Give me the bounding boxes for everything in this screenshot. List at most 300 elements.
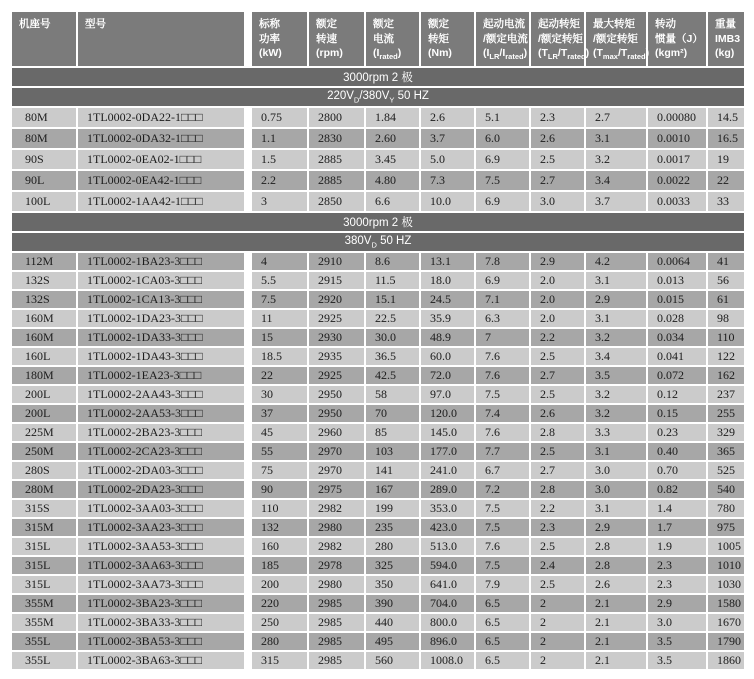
cell-model: 1TL0002-1DA23-3□□□ bbox=[77, 309, 245, 328]
cell-power: 75 bbox=[251, 461, 308, 480]
cell-ilr-ratio: 7.1 bbox=[475, 290, 530, 309]
spec-row bbox=[11, 170, 745, 191]
cell-weight: 1860 bbox=[707, 651, 745, 670]
column-header-model: 型号 bbox=[77, 11, 245, 67]
cell-tmax-ratio: 3.1 bbox=[585, 309, 647, 328]
cell-speed: 2985 bbox=[308, 594, 365, 613]
cell-tmax-ratio: 3.2 bbox=[585, 385, 647, 404]
cell-tmax-ratio: 3.1 bbox=[585, 128, 647, 149]
cell-speed: 2950 bbox=[308, 385, 365, 404]
cell-speed: 2960 bbox=[308, 423, 365, 442]
cell-model: 1TL0002-3BA23-3□□□ bbox=[77, 594, 245, 613]
spec-row bbox=[11, 385, 745, 404]
cell-weight: 98 bbox=[707, 309, 745, 328]
section-voltage-bar-row bbox=[11, 232, 745, 252]
cell-power: 160 bbox=[251, 537, 308, 556]
cell-ilr-ratio: 6.5 bbox=[475, 632, 530, 651]
cell-power: 280 bbox=[251, 632, 308, 651]
cell-tmax-ratio: 3.2 bbox=[585, 328, 647, 347]
cell-model: 1TL0002-0EA02-1□□□ bbox=[77, 149, 245, 170]
cell-tlr-ratio: 2 bbox=[530, 651, 585, 670]
spec-row bbox=[11, 575, 745, 594]
column-header-torque: 额定 转矩 (Nm) bbox=[420, 11, 475, 67]
cell-ilr-ratio: 7.5 bbox=[475, 499, 530, 518]
cell-power: 90 bbox=[251, 480, 308, 499]
cell-torque: 97.0 bbox=[420, 385, 475, 404]
cell-model: 1TL0002-0DA22-1□□□ bbox=[77, 107, 245, 128]
cell-ilr-ratio: 6.5 bbox=[475, 651, 530, 670]
cell-speed: 2975 bbox=[308, 480, 365, 499]
cell-torque: 177.0 bbox=[420, 442, 475, 461]
cell-model: 1TL0002-1AA42-1□□□ bbox=[77, 191, 245, 212]
cell-inertia: 0.40 bbox=[647, 442, 707, 461]
spec-row bbox=[11, 594, 745, 613]
cell-model: 1TL0002-2AA43-3□□□ bbox=[77, 385, 245, 404]
cell-tmax-ratio: 3.1 bbox=[585, 271, 647, 290]
cell-tlr-ratio: 2 bbox=[530, 632, 585, 651]
cell-inertia: 0.82 bbox=[647, 480, 707, 499]
cell-current: 42.5 bbox=[365, 366, 420, 385]
cell-frame: 280S bbox=[11, 461, 77, 480]
cell-power: 315 bbox=[251, 651, 308, 670]
cell-model: 1TL0002-3AA63-3□□□ bbox=[77, 556, 245, 575]
cell-weight: 1790 bbox=[707, 632, 745, 651]
cell-frame: 280M bbox=[11, 480, 77, 499]
cell-frame: 315S bbox=[11, 499, 77, 518]
cell-frame: 315L bbox=[11, 537, 77, 556]
spec-row bbox=[11, 347, 745, 366]
cell-frame: 315L bbox=[11, 556, 77, 575]
cell-ilr-ratio: 7.8 bbox=[475, 252, 530, 271]
cell-frame: 355M bbox=[11, 594, 77, 613]
cell-speed: 2930 bbox=[308, 328, 365, 347]
section-speed-bar-row bbox=[11, 212, 745, 232]
cell-inertia: 0.015 bbox=[647, 290, 707, 309]
cell-tmax-ratio: 2.1 bbox=[585, 613, 647, 632]
cell-weight: 61 bbox=[707, 290, 745, 309]
cell-power: 7.5 bbox=[251, 290, 308, 309]
cell-current: 58 bbox=[365, 385, 420, 404]
cell-weight: 110 bbox=[707, 328, 745, 347]
cell-frame: 180M bbox=[11, 366, 77, 385]
cell-tlr-ratio: 2.7 bbox=[530, 170, 585, 191]
cell-ilr-ratio: 7.5 bbox=[475, 518, 530, 537]
cell-torque: 896.0 bbox=[420, 632, 475, 651]
cell-current: 30.0 bbox=[365, 328, 420, 347]
cell-inertia: 0.70 bbox=[647, 461, 707, 480]
cell-torque: 35.9 bbox=[420, 309, 475, 328]
cell-speed: 2985 bbox=[308, 632, 365, 651]
cell-current: 325 bbox=[365, 556, 420, 575]
cell-weight: 1580 bbox=[707, 594, 745, 613]
cell-weight: 255 bbox=[707, 404, 745, 423]
cell-current: 22.5 bbox=[365, 309, 420, 328]
cell-ilr-ratio: 6.3 bbox=[475, 309, 530, 328]
cell-torque: 289.0 bbox=[420, 480, 475, 499]
cell-tlr-ratio: 2.8 bbox=[530, 423, 585, 442]
cell-weight: 237 bbox=[707, 385, 745, 404]
cell-weight: 365 bbox=[707, 442, 745, 461]
cell-inertia: 2.9 bbox=[647, 594, 707, 613]
cell-frame: 200L bbox=[11, 385, 77, 404]
cell-tmax-ratio: 2.1 bbox=[585, 632, 647, 651]
spec-row bbox=[11, 149, 745, 170]
cell-ilr-ratio: 7.6 bbox=[475, 537, 530, 556]
cell-current: 141 bbox=[365, 461, 420, 480]
cell-speed: 2885 bbox=[308, 170, 365, 191]
cell-tlr-ratio: 2.6 bbox=[530, 404, 585, 423]
cell-torque: 594.0 bbox=[420, 556, 475, 575]
cell-inertia: 1.7 bbox=[647, 518, 707, 537]
cell-frame: 90S bbox=[11, 149, 77, 170]
cell-model: 1TL0002-0DA32-1□□□ bbox=[77, 128, 245, 149]
cell-model: 1TL0002-3BA63-3□□□ bbox=[77, 651, 245, 670]
cell-tmax-ratio: 2.7 bbox=[585, 107, 647, 128]
cell-tlr-ratio: 2.5 bbox=[530, 537, 585, 556]
cell-current: 4.80 bbox=[365, 170, 420, 191]
cell-ilr-ratio: 6.7 bbox=[475, 461, 530, 480]
cell-torque: 18.0 bbox=[420, 271, 475, 290]
spec-row bbox=[11, 480, 745, 499]
cell-tmax-ratio: 3.1 bbox=[585, 499, 647, 518]
cell-torque: 3.7 bbox=[420, 128, 475, 149]
cell-current: 70 bbox=[365, 404, 420, 423]
cell-power: 1.1 bbox=[251, 128, 308, 149]
cell-ilr-ratio: 7.6 bbox=[475, 347, 530, 366]
cell-weight: 33 bbox=[707, 191, 745, 212]
cell-model: 1TL0002-3BA53-3□□□ bbox=[77, 632, 245, 651]
column-header-current: 额定 电流 $(I_{rated})$ bbox=[365, 11, 420, 67]
cell-power: 15 bbox=[251, 328, 308, 347]
cell-tmax-ratio: 2.6 bbox=[585, 575, 647, 594]
cell-power: 45 bbox=[251, 423, 308, 442]
cell-frame: 80M bbox=[11, 128, 77, 149]
cell-torque: 2.6 bbox=[420, 107, 475, 128]
cell-current: 1.84 bbox=[365, 107, 420, 128]
cell-current: 8.6 bbox=[365, 252, 420, 271]
cell-speed: 2915 bbox=[308, 271, 365, 290]
cell-model: 1TL0002-1BA23-3□□□ bbox=[77, 252, 245, 271]
spec-row bbox=[11, 271, 745, 290]
cell-power: 250 bbox=[251, 613, 308, 632]
cell-power: 185 bbox=[251, 556, 308, 575]
cell-model: 1TL0002-3AA23-3□□□ bbox=[77, 518, 245, 537]
cell-tmax-ratio: 3.5 bbox=[585, 366, 647, 385]
cell-current: 350 bbox=[365, 575, 420, 594]
cell-ilr-ratio: 7.4 bbox=[475, 404, 530, 423]
cell-speed: 2950 bbox=[308, 404, 365, 423]
cell-tmax-ratio: 3.3 bbox=[585, 423, 647, 442]
cell-torque: 145.0 bbox=[420, 423, 475, 442]
cell-weight: 525 bbox=[707, 461, 745, 480]
cell-speed: 2920 bbox=[308, 290, 365, 309]
cell-current: 440 bbox=[365, 613, 420, 632]
cell-tlr-ratio: 2.2 bbox=[530, 328, 585, 347]
spec-row bbox=[11, 290, 745, 309]
cell-tmax-ratio: 3.4 bbox=[585, 347, 647, 366]
cell-torque: 10.0 bbox=[420, 191, 475, 212]
spec-row bbox=[11, 128, 745, 149]
cell-torque: 641.0 bbox=[420, 575, 475, 594]
cell-power: 30 bbox=[251, 385, 308, 404]
cell-tlr-ratio: 3.0 bbox=[530, 191, 585, 212]
cell-ilr-ratio: 7 bbox=[475, 328, 530, 347]
spec-row bbox=[11, 252, 745, 271]
cell-frame: 160L bbox=[11, 347, 77, 366]
cell-power: 2.2 bbox=[251, 170, 308, 191]
cell-speed: 2925 bbox=[308, 309, 365, 328]
spec-row bbox=[11, 107, 745, 128]
cell-speed: 2978 bbox=[308, 556, 365, 575]
table-body bbox=[11, 67, 745, 670]
spec-row bbox=[11, 651, 745, 670]
cell-power: 0.75 bbox=[251, 107, 308, 128]
cell-speed: 2985 bbox=[308, 651, 365, 670]
cell-torque: 423.0 bbox=[420, 518, 475, 537]
cell-inertia: 0.15 bbox=[647, 404, 707, 423]
cell-inertia: 3.5 bbox=[647, 651, 707, 670]
cell-frame: 355M bbox=[11, 613, 77, 632]
cell-tlr-ratio: 2.0 bbox=[530, 290, 585, 309]
cell-power: 3 bbox=[251, 191, 308, 212]
cell-inertia: 2.3 bbox=[647, 575, 707, 594]
cell-current: 15.1 bbox=[365, 290, 420, 309]
cell-current: 103 bbox=[365, 442, 420, 461]
cell-weight: 1005 bbox=[707, 537, 745, 556]
cell-inertia: 3.0 bbox=[647, 613, 707, 632]
cell-power: 110 bbox=[251, 499, 308, 518]
cell-weight: 1030 bbox=[707, 575, 745, 594]
cell-frame: 112M bbox=[11, 252, 77, 271]
cell-current: 199 bbox=[365, 499, 420, 518]
cell-current: 85 bbox=[365, 423, 420, 442]
cell-weight: 1670 bbox=[707, 613, 745, 632]
cell-inertia: 1.9 bbox=[647, 537, 707, 556]
cell-inertia: 1.4 bbox=[647, 499, 707, 518]
cell-tmax-ratio: 3.7 bbox=[585, 191, 647, 212]
cell-current: 2.60 bbox=[365, 128, 420, 149]
spec-row bbox=[11, 461, 745, 480]
cell-speed: 2925 bbox=[308, 366, 365, 385]
cell-ilr-ratio: 7.9 bbox=[475, 575, 530, 594]
cell-model: 1TL0002-1CA03-3□□□ bbox=[77, 271, 245, 290]
cell-tlr-ratio: 2.4 bbox=[530, 556, 585, 575]
cell-model: 1TL0002-3AA03-3□□□ bbox=[77, 499, 245, 518]
cell-torque: 24.5 bbox=[420, 290, 475, 309]
cell-power: 5.5 bbox=[251, 271, 308, 290]
section-speed-bar: 3000rpm 2 极 bbox=[11, 67, 745, 87]
cell-speed: 2800 bbox=[308, 107, 365, 128]
cell-speed: 2970 bbox=[308, 461, 365, 480]
table-header-row bbox=[11, 11, 745, 67]
cell-speed: 2982 bbox=[308, 537, 365, 556]
cell-current: 235 bbox=[365, 518, 420, 537]
cell-inertia: 0.034 bbox=[647, 328, 707, 347]
cell-ilr-ratio: 7.5 bbox=[475, 385, 530, 404]
cell-ilr-ratio: 6.9 bbox=[475, 271, 530, 290]
cell-weight: 540 bbox=[707, 480, 745, 499]
cell-frame: 160M bbox=[11, 328, 77, 347]
cell-torque: 13.1 bbox=[420, 252, 475, 271]
cell-ilr-ratio: 6.5 bbox=[475, 613, 530, 632]
cell-frame: 160M bbox=[11, 309, 77, 328]
cell-power: 55 bbox=[251, 442, 308, 461]
cell-tlr-ratio: 2.2 bbox=[530, 499, 585, 518]
cell-inertia: 0.23 bbox=[647, 423, 707, 442]
cell-tlr-ratio: 2.0 bbox=[530, 309, 585, 328]
cell-tlr-ratio: 2.0 bbox=[530, 271, 585, 290]
cell-weight: 122 bbox=[707, 347, 745, 366]
cell-weight: 41 bbox=[707, 252, 745, 271]
column-header-power: 标称 功率 (kW) bbox=[251, 11, 308, 67]
cell-tlr-ratio: 2.9 bbox=[530, 252, 585, 271]
cell-power: 22 bbox=[251, 366, 308, 385]
cell-frame: 200L bbox=[11, 404, 77, 423]
cell-tmax-ratio: 2.9 bbox=[585, 518, 647, 537]
cell-tlr-ratio: 2.5 bbox=[530, 575, 585, 594]
cell-current: 560 bbox=[365, 651, 420, 670]
section-voltage-bar: $220V_D/380V_Y$ 50 HZ bbox=[11, 87, 745, 107]
cell-inertia: 0.00080 bbox=[647, 107, 707, 128]
cell-torque: 120.0 bbox=[420, 404, 475, 423]
cell-power: 4 bbox=[251, 252, 308, 271]
cell-power: 1.5 bbox=[251, 149, 308, 170]
cell-frame: 355L bbox=[11, 651, 77, 670]
cell-weight: 16.5 bbox=[707, 128, 745, 149]
cell-weight: 329 bbox=[707, 423, 745, 442]
cell-frame: 225M bbox=[11, 423, 77, 442]
spec-row bbox=[11, 442, 745, 461]
cell-model: 1TL0002-2BA23-3□□□ bbox=[77, 423, 245, 442]
spec-row bbox=[11, 191, 745, 212]
cell-ilr-ratio: 6.5 bbox=[475, 594, 530, 613]
cell-torque: 5.0 bbox=[420, 149, 475, 170]
cell-speed: 2935 bbox=[308, 347, 365, 366]
spec-row bbox=[11, 309, 745, 328]
cell-torque: 72.0 bbox=[420, 366, 475, 385]
cell-tmax-ratio: 2.1 bbox=[585, 651, 647, 670]
column-header-weight: 重量 IMB3 (kg) bbox=[707, 11, 745, 67]
cell-ilr-ratio: 7.6 bbox=[475, 423, 530, 442]
cell-inertia: 2.3 bbox=[647, 556, 707, 575]
cell-ilr-ratio: 7.2 bbox=[475, 480, 530, 499]
cell-model: 1TL0002-0EA42-1□□□ bbox=[77, 170, 245, 191]
cell-torque: 513.0 bbox=[420, 537, 475, 556]
cell-weight: 14.5 bbox=[707, 107, 745, 128]
cell-tlr-ratio: 2 bbox=[530, 594, 585, 613]
column-header-inertia: 转动 惯量（J） (kgm²) bbox=[647, 11, 707, 67]
section-speed-bar: 3000rpm 2 极 bbox=[11, 212, 745, 232]
cell-torque: 60.0 bbox=[420, 347, 475, 366]
cell-power: 132 bbox=[251, 518, 308, 537]
cell-tmax-ratio: 4.2 bbox=[585, 252, 647, 271]
cell-inertia: 0.0022 bbox=[647, 170, 707, 191]
cell-model: 1TL0002-1EA23-3□□□ bbox=[77, 366, 245, 385]
cell-speed: 2985 bbox=[308, 613, 365, 632]
cell-model: 1TL0002-3AA53-3□□□ bbox=[77, 537, 245, 556]
cell-torque: 241.0 bbox=[420, 461, 475, 480]
cell-weight: 22 bbox=[707, 170, 745, 191]
cell-tlr-ratio: 2.7 bbox=[530, 366, 585, 385]
cell-ilr-ratio: 6.0 bbox=[475, 128, 530, 149]
cell-speed: 2980 bbox=[308, 518, 365, 537]
cell-tmax-ratio: 2.8 bbox=[585, 537, 647, 556]
spec-row bbox=[11, 366, 745, 385]
cell-torque: 7.3 bbox=[420, 170, 475, 191]
motor-spec-table bbox=[10, 10, 746, 671]
spec-row bbox=[11, 423, 745, 442]
cell-current: 280 bbox=[365, 537, 420, 556]
cell-power: 37 bbox=[251, 404, 308, 423]
cell-weight: 975 bbox=[707, 518, 745, 537]
cell-frame: 132S bbox=[11, 290, 77, 309]
cell-speed: 2970 bbox=[308, 442, 365, 461]
cell-model: 1TL0002-2AA53-3□□□ bbox=[77, 404, 245, 423]
cell-ilr-ratio: 7.6 bbox=[475, 366, 530, 385]
cell-inertia: 0.0017 bbox=[647, 149, 707, 170]
cell-weight: 162 bbox=[707, 366, 745, 385]
cell-tlr-ratio: 2.6 bbox=[530, 128, 585, 149]
cell-current: 167 bbox=[365, 480, 420, 499]
cell-torque: 48.9 bbox=[420, 328, 475, 347]
cell-current: 3.45 bbox=[365, 149, 420, 170]
cell-inertia: 0.072 bbox=[647, 366, 707, 385]
cell-tmax-ratio: 3.1 bbox=[585, 442, 647, 461]
cell-ilr-ratio: 6.9 bbox=[475, 149, 530, 170]
column-header-ilr-ratio: 起动电流 /额定电流 $(I_{LR}/I_{rated})$ bbox=[475, 11, 530, 67]
cell-tlr-ratio: 2.3 bbox=[530, 518, 585, 537]
cell-ilr-ratio: 7.5 bbox=[475, 170, 530, 191]
cell-power: 18.5 bbox=[251, 347, 308, 366]
cell-inertia: 0.0010 bbox=[647, 128, 707, 149]
cell-torque: 704.0 bbox=[420, 594, 475, 613]
cell-weight: 19 bbox=[707, 149, 745, 170]
spec-row bbox=[11, 632, 745, 651]
cell-ilr-ratio: 7.5 bbox=[475, 556, 530, 575]
spec-row bbox=[11, 518, 745, 537]
cell-inertia: 0.12 bbox=[647, 385, 707, 404]
cell-model: 1TL0002-3AA73-3□□□ bbox=[77, 575, 245, 594]
cell-frame: 315L bbox=[11, 575, 77, 594]
column-header-tmax-ratio: 最大转矩 /额定转矩 ($T_{max}/T_{rated}$ bbox=[585, 11, 647, 67]
cell-power: 200 bbox=[251, 575, 308, 594]
cell-tmax-ratio: 2.8 bbox=[585, 556, 647, 575]
cell-ilr-ratio: 5.1 bbox=[475, 107, 530, 128]
cell-frame: 80M bbox=[11, 107, 77, 128]
cell-power: 220 bbox=[251, 594, 308, 613]
cell-model: 1TL0002-2DA23-3□□□ bbox=[77, 480, 245, 499]
cell-tmax-ratio: 3.0 bbox=[585, 480, 647, 499]
cell-speed: 2850 bbox=[308, 191, 365, 212]
section-speed-bar-row bbox=[11, 67, 745, 87]
cell-tlr-ratio: 2.5 bbox=[530, 149, 585, 170]
cell-model: 1TL0002-1DA33-3□□□ bbox=[77, 328, 245, 347]
cell-inertia: 0.0033 bbox=[647, 191, 707, 212]
cell-current: 11.5 bbox=[365, 271, 420, 290]
cell-tlr-ratio: 2.8 bbox=[530, 480, 585, 499]
spec-row bbox=[11, 404, 745, 423]
cell-inertia: 3.5 bbox=[647, 632, 707, 651]
cell-tmax-ratio: 2.1 bbox=[585, 594, 647, 613]
cell-tmax-ratio: 3.0 bbox=[585, 461, 647, 480]
cell-current: 6.6 bbox=[365, 191, 420, 212]
cell-model: 1TL0002-1CA13-3□□□ bbox=[77, 290, 245, 309]
cell-weight: 56 bbox=[707, 271, 745, 290]
cell-tlr-ratio: 2 bbox=[530, 613, 585, 632]
cell-frame: 355L bbox=[11, 632, 77, 651]
cell-torque: 1008.0 bbox=[420, 651, 475, 670]
cell-frame: 250M bbox=[11, 442, 77, 461]
